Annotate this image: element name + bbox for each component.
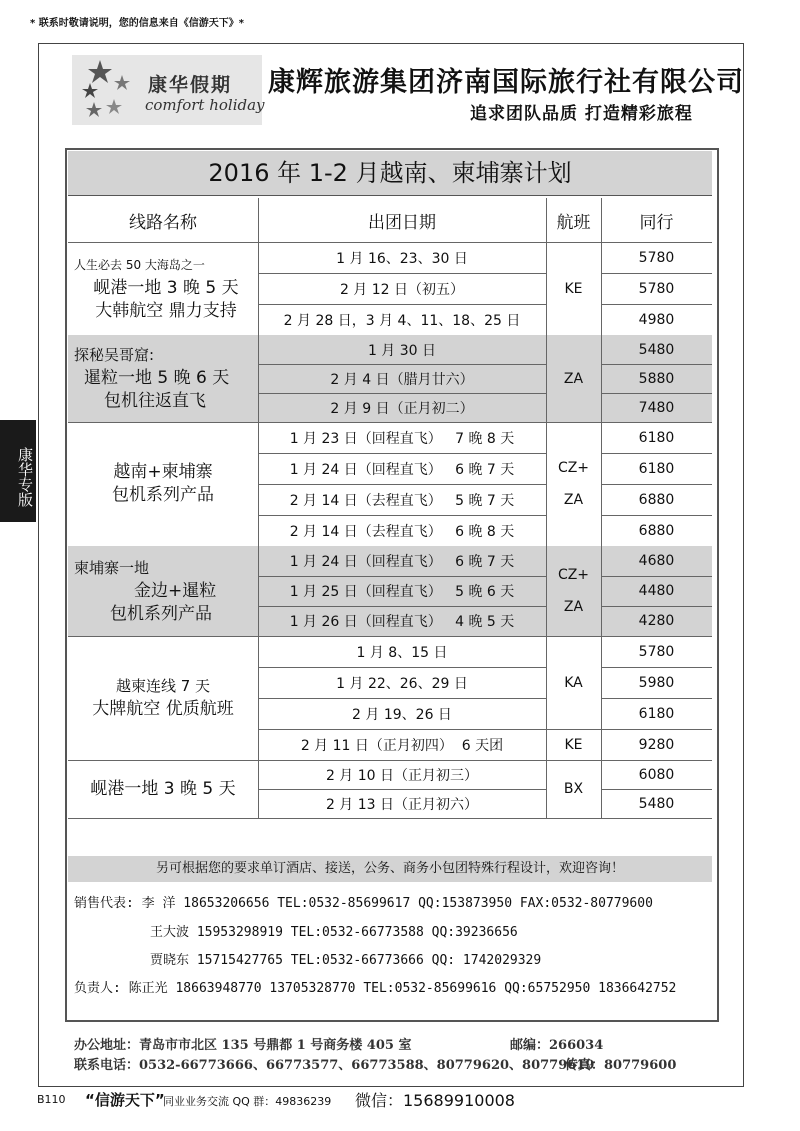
route-line: 金边+暹粒: [134, 580, 217, 601]
column-divider: [601, 198, 602, 818]
row-divider: [258, 667, 546, 668]
flight-code: KE: [564, 280, 583, 297]
contact-line: 贾晓东 15715427765 TEL:0532-66773666 QQ: 1742029329: [150, 953, 542, 968]
trade-price: 5480: [638, 341, 675, 358]
route-line: 大牌航空 优质航班: [92, 699, 234, 719]
trade-price: 5780: [638, 643, 675, 660]
route-name: [68, 242, 258, 335]
trade-price: 4480: [638, 583, 675, 599]
row-divider: [258, 364, 546, 365]
route-line: 岘港一地 3 晚 5 天: [90, 778, 236, 799]
row-divider: [601, 515, 712, 516]
row-divider: [601, 364, 712, 365]
side-tab: [0, 420, 36, 522]
page-number: B110: [37, 1093, 66, 1106]
departure-date: 2 月 19、26 日: [352, 706, 452, 723]
table-note: 另可根据您的要求单订酒店、接送，公务、商务小包团特殊行程设计，欢迎咨询！: [68, 856, 712, 882]
row-divider: [258, 484, 546, 485]
departure-date: 1 月 24 日（回程直飞） 6 晚 7 天: [289, 461, 515, 478]
trade-price: 5480: [638, 795, 675, 812]
row-divider: [601, 576, 712, 577]
departure-date: 2 月 10 日（正月初三）: [325, 767, 479, 784]
route-line: 包机系列产品: [110, 603, 212, 624]
flight-code: KA: [564, 674, 583, 691]
logo-cn-text: 康华假期: [148, 74, 233, 96]
flight-code: CZ+ ZA: [557, 567, 590, 615]
row-divider: [601, 729, 712, 730]
column-header: 出团日期: [368, 212, 436, 233]
table-title: 2016 年 1-2 月越南、柬埔寨计划: [68, 151, 712, 196]
route-line: 人生必去 50 大海岛之一: [74, 258, 205, 272]
departure-date: 1 月 26 日（回程直飞） 4 晚 5 天: [289, 614, 515, 630]
row-divider: [258, 606, 546, 607]
trade-price: 5880: [638, 370, 675, 387]
top-note: * 联系时敬请说明，您的信息来自《信游天下》*: [30, 18, 244, 29]
route-line: 岘港一地 3 晚 5 天: [93, 278, 239, 298]
departure-date: 2 月 4 日（腊月廿六）: [330, 371, 474, 388]
column-header: 同行: [639, 212, 674, 233]
slogan: 追求团队品质 打造精彩旅程: [470, 104, 693, 124]
row-divider: [601, 453, 712, 454]
trade-price: 4280: [638, 613, 675, 629]
departure-date: 1 月 22、26、29 日: [336, 675, 468, 692]
route-line: 暹粒一地 5 晚 6 天: [84, 368, 230, 388]
footer-wechat: 微信：15689910008: [355, 1091, 515, 1110]
departure-date: 2 月 14 日（去程直飞） 6 晚 8 天: [289, 523, 515, 540]
route-line: 越南+柬埔寨: [113, 462, 213, 482]
departure-date: 1 月 8、15 日: [356, 644, 448, 661]
contact-line: 销售代表: 李 洋 18653206656 TEL:0532-85699617 QQ:153873950 FAX:0532-80779600: [74, 896, 653, 911]
row-divider: [601, 393, 712, 394]
departure-date: 1 月 23 日（回程直飞） 7 晚 8 天: [289, 430, 515, 447]
column-divider: [258, 198, 259, 818]
row-divider: [258, 515, 546, 516]
departure-date: 2 月 13 日（正月初六）: [325, 796, 479, 813]
trade-price: 7480: [638, 399, 675, 416]
trade-price: 5980: [638, 674, 675, 691]
trade-price: 6880: [638, 522, 675, 539]
logo-en-text: comfort holiday: [145, 96, 265, 114]
route-line: 包机系列产品: [112, 485, 214, 505]
column-header: 线路名称: [129, 212, 197, 233]
office-fax: 传真：80779600: [565, 1058, 677, 1073]
trade-price: 9280: [638, 736, 675, 753]
side-tab-label: 康华专版: [16, 447, 34, 507]
row-divider: [546, 729, 601, 730]
route-line: 探秘吴哥窟:: [74, 346, 155, 364]
row-divider: [601, 667, 712, 668]
flight-code: ZA: [563, 370, 584, 387]
route-line: 包机往返直飞: [104, 391, 206, 411]
row-divider: [601, 273, 712, 274]
row-divider: [601, 606, 712, 607]
route-name: [68, 760, 258, 818]
row-divider: [258, 273, 546, 274]
route-name: [68, 335, 258, 422]
row-divider: [601, 484, 712, 485]
trade-price: 5780: [638, 280, 675, 297]
trade-price: 4680: [638, 553, 675, 569]
row-divider: [601, 698, 712, 699]
trade-price: 6180: [638, 705, 675, 722]
row-divider: [601, 304, 712, 305]
trade-price: 6880: [638, 491, 675, 508]
row-divider: [258, 453, 546, 454]
route-name: [68, 636, 258, 760]
row-divider: [68, 818, 712, 819]
flight-code: CZ+ ZA: [557, 460, 590, 508]
flight-code: KE: [564, 736, 583, 753]
office-address: 办公地址：青岛市市北区 135 号鼎都 1 号商务楼 405 室: [74, 1038, 412, 1053]
departure-date: 2 月 12 日（初五）: [339, 281, 465, 298]
departure-date: 1 月 24 日（回程直飞） 6 晚 7 天: [289, 554, 515, 570]
trade-price: 4980: [638, 311, 675, 328]
departure-date: 2 月 28 日，3 月 4、11、18、25 日: [283, 312, 521, 329]
departure-date: 1 月 16、23、30 日: [336, 250, 468, 267]
office-phones: 联系电话：0532-66773666、66773577、66773588、80779620、80779619: [74, 1058, 595, 1073]
departure-date: 2 月 9 日（正月初二）: [330, 400, 474, 417]
trade-price: 6180: [638, 429, 675, 446]
departure-date: 2 月 14 日（去程直飞） 5 晚 7 天: [289, 492, 515, 509]
route-name: [68, 422, 258, 546]
route-name: [68, 546, 258, 636]
route-line: 柬埔寨一地: [74, 558, 150, 577]
row-divider: [258, 304, 546, 305]
trade-price: 5780: [638, 249, 675, 266]
row-divider: [258, 789, 546, 790]
column-header: 航班: [556, 212, 591, 233]
footer-brand: “信游天下”: [85, 1091, 165, 1109]
company-name: 康辉旅游集团济南国际旅行社有限公司: [268, 67, 744, 98]
row-divider: [258, 698, 546, 699]
star-logo-icon: [72, 55, 142, 125]
office-postcode: 邮编：266034: [510, 1038, 604, 1053]
row-divider: [258, 576, 546, 577]
route-line: 越柬连线 7 天: [115, 677, 211, 695]
trade-price: 6080: [638, 766, 675, 783]
trade-price: 6180: [638, 460, 675, 477]
row-divider: [258, 393, 546, 394]
row-divider: [601, 789, 712, 790]
departure-date: 2 月 11 日（正月初四） 6 天团: [300, 737, 504, 754]
departure-date: 1 月 30 日: [367, 342, 437, 359]
row-divider: [258, 729, 546, 730]
contact-line: 王大波 15953298919 TEL:0532-66773588 QQ:39236656: [150, 925, 518, 940]
manager-line: 负责人: 陈正光 18663948770 13705328770 TEL:0532-85699616 QQ:65752950 1836642752: [74, 981, 677, 996]
footer-qq-group: 同业业务交流 QQ 群：49836239: [163, 1095, 332, 1108]
flight-code: BX: [563, 781, 584, 797]
column-divider: [546, 198, 547, 818]
route-line: 大韩航空 鼎力支持: [95, 301, 237, 321]
departure-date: 1 月 25 日（回程直飞） 5 晚 6 天: [289, 584, 515, 600]
